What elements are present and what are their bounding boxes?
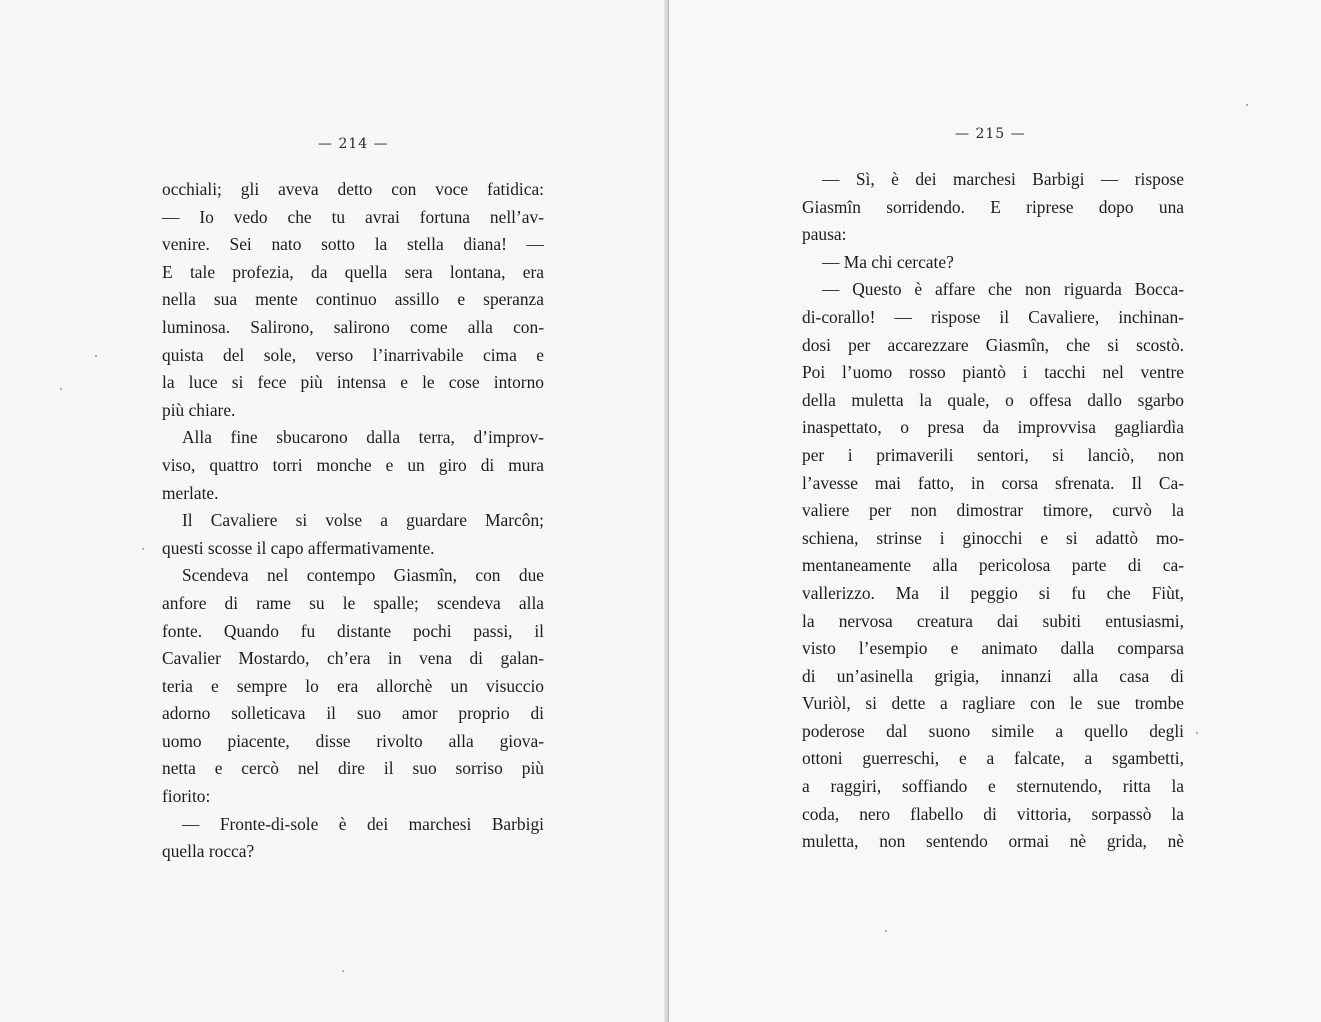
paper-speck (95, 355, 97, 357)
text-line: fiorito: (162, 786, 211, 807)
text-line: schiena, strinse i ginocchi e si adattò mo- (802, 527, 1184, 548)
text-line: ottoni guerreschi, e a falcate, a sgambetti, (802, 748, 1184, 769)
page-number-left: — 214 — (318, 136, 389, 152)
text-line: coda, nero flabello di vittoria, sorpassò la (802, 803, 1184, 824)
text-line: netta e cercò nel dire il suo sorriso più (162, 758, 544, 779)
text-line: adorno solleticava il suo amor proprio di (162, 703, 544, 724)
text-line: — Fronte-di-sole è dei marchesi Barbigi (182, 813, 544, 834)
text-line: — Sì, è dei marchesi Barbigi — rispose (822, 169, 1184, 189)
text-line: Alla fine sbucarono dalla terra, d’improv- (182, 427, 544, 448)
text-line: fonte. Quando fu distante pochi passi, il (162, 620, 544, 641)
text-line: di-corallo! — rispose il Cavaliere, inchinan- (802, 306, 1184, 327)
text-line: questi scosse il capo affermativamente. (162, 537, 435, 558)
text-line: anfore di rame su le spalle; scendeva alla (162, 592, 544, 613)
text-line: Scendeva nel contempo Giasmîn, con due (182, 565, 544, 586)
text-line: valiere per non dimostrar timore, curvò la (802, 500, 1184, 521)
text-line: la luce si fece più intensa e le cose intorno (162, 372, 544, 393)
text-line: occhiali; gli aveva detto con voce fatidica: (162, 179, 544, 199)
text-line: luminosa. Salirono, salirono come alla con- (162, 316, 544, 337)
text-line: inaspettato, o presa da improvvisa gagliardìa (802, 417, 1184, 438)
paper-speck (1196, 732, 1198, 734)
text-line: — Io vedo che tu avrai fortuna nell’av- (162, 206, 544, 227)
text-line: merlate. (162, 482, 219, 503)
text-line: — Questo è affare che non riguarda Bocca- (822, 279, 1184, 300)
left-page-text (162, 176, 544, 866)
text-line: di un’asinella grigia, innanzi alla casa di (802, 665, 1184, 686)
paper-speck (142, 548, 144, 550)
text-line: muletta, non sentendo ormai nè grida, nè (802, 831, 1184, 852)
text-line: della muletta la quale, o offesa dallo sgarbo (802, 389, 1184, 410)
text-line: dosi per accarezzare Giasmîn, che si scostò. (802, 334, 1184, 355)
paper-speck (60, 388, 62, 390)
text-line: teria e sempre lo era allorchè un visuccio (162, 675, 544, 696)
text-line: vallerizzo. Ma il peggio si fu che Fiùt, (802, 582, 1184, 603)
page-number-right: — 215 — (955, 126, 1026, 142)
text-line: quista del sole, verso l’inarrivabile cima e (162, 344, 544, 365)
text-line: Giasmîn sorridendo. E riprese dopo una (802, 196, 1184, 217)
text-line: Vuriòl, si dette a ragliare con le sue trombe (802, 693, 1184, 714)
text-line: quella rocca? (162, 841, 255, 862)
text-line: venire. Sei nato sotto la stella diana! — (162, 234, 544, 255)
text-line: Poi l’uomo rosso piantò i tacchi nel ventre (802, 362, 1184, 383)
paper-speck (342, 970, 344, 972)
right-page (669, 0, 1321, 1022)
text-line: Il Cavaliere si volse a guardare Marcôn; (182, 510, 544, 531)
text-line: la nervosa creatura dai subiti entusiasmi, (802, 610, 1184, 631)
text-line: visto l’esempio e animato dalla comparsa (802, 638, 1184, 659)
text-line: uomo piacente, disse rivolto alla giova- (162, 730, 544, 751)
text-line: Cavalier Mostardo, ch’era in vena di galan- (162, 648, 544, 669)
right-page-text (802, 166, 1184, 856)
text-line: E tale profezia, da quella sera lontana, era (162, 261, 544, 282)
text-line: — Ma chi cercate? (822, 251, 954, 272)
paper-speck (885, 930, 887, 932)
text-line: poderose dal suono simile a quello degli (802, 720, 1184, 741)
text-line: viso, quattro torri monche e un giro di mura (162, 454, 544, 475)
text-line: per i primaverili sentori, si lanciò, non (802, 444, 1184, 465)
text-line: più chiare. (162, 399, 236, 420)
paper-speck (1246, 104, 1248, 106)
text-line: pausa: (802, 224, 847, 245)
text-line: mentaneamente alla pericolosa parte di ca- (802, 555, 1184, 576)
text-line: a raggiri, soffiando e sternutendo, ritta la (802, 776, 1184, 797)
text-line: l’avesse mai fatto, in corsa sfrenata. Il Ca- (802, 472, 1184, 493)
text-line: nella sua mente continuo assillo e speranza (162, 289, 544, 310)
